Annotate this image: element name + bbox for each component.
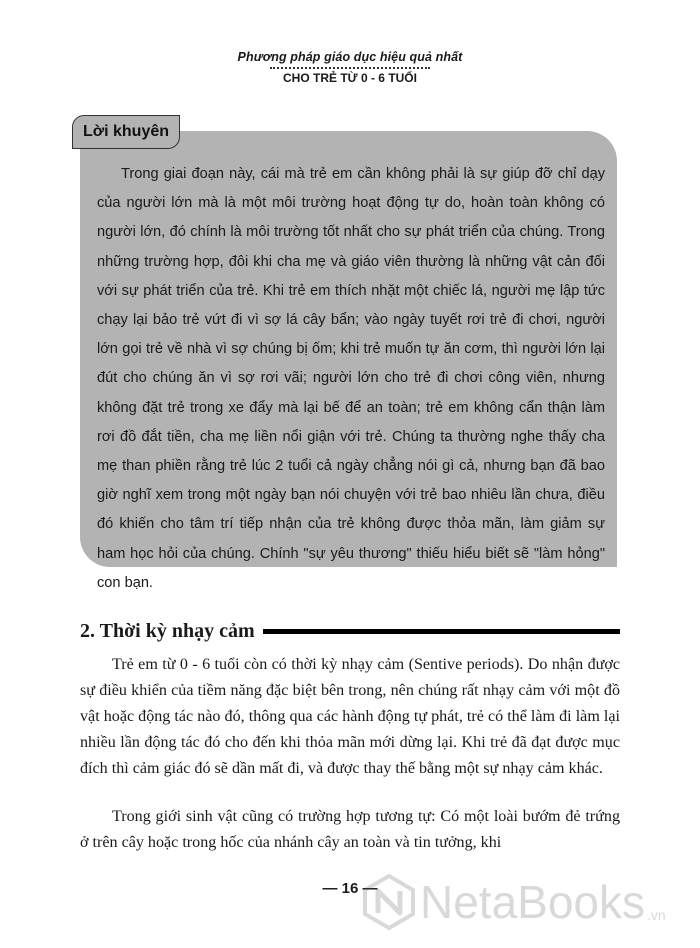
section-title: 2. Thời kỳ nhạy cảm xyxy=(80,620,255,642)
watermark-suffix: .vn xyxy=(647,907,666,923)
section-heading xyxy=(80,620,620,643)
book-subtitle: CHO TRẺ TỪ 0 - 6 TUỔI xyxy=(283,71,417,85)
heading-rule xyxy=(263,629,620,634)
neta-logo-icon xyxy=(360,873,418,931)
body-paragraph-1: Trẻ em từ 0 - 6 tuổi còn có thời kỳ nhạy cảm (Sentive periods). Do nhận được sự điều khiển của tiềm năng đặc biệt bên trong, nên chúng rất nhạy cảm với một đồ vật hoặc động tác nào đó, thông qua các hành động tự phát, trẻ có thể làm đi làm lại nhiều lần động tác đó cho đến khi thỏa mãn mới dừng lại. Khi trẻ đã đạt được mục đích thì cảm giác đó sẽ dần mất đi, và được thay thế bằng một sự nhạy cảm khác. xyxy=(80,656,620,777)
dotted-divider xyxy=(270,67,430,69)
running-head xyxy=(0,50,700,85)
watermark xyxy=(360,867,700,937)
watermark-brand: NetaBooks xyxy=(420,876,646,928)
advice-label: Lời khuyên xyxy=(72,115,180,149)
advice-text: Trong giai đoạn này, cái mà trẻ em cần không phải là sự giúp đỡ chỉ dạy của người lớn mà là một môi trường hoạt động tự do, hoàn toàn không có người lớn, đó chính là môi trường tốt nhất cho sự phát triển của chúng. Trong những trường hợp, đôi khi cha mẹ và giáo viên thường là những vật cản đối với sự phát triển của trẻ. Khi trẻ em thích nhặt một chiếc lá, người mẹ lập tức chạy lại bảo trẻ vứt đi vì sợ lá cây bẩn; vào ngày tuyết rơi trẻ đi chơi, người lớn gọi trẻ về nhà vì sợ chúng bị ốm; khi trẻ muốn tự ăn cơm, thì người lớn lại đút cho chúng ăn vì sợ rơi vãi; người lớn cho trẻ đi chơi công viên, nhưng không đặt trẻ trong xe đẩy mà lại bế để an toàn; trẻ em không cẩn thận làm rơi đồ đắt tiền, cha mẹ liền nổi giận với trẻ. Chúng ta thường nghe thấy cha mẹ than phiền rằng trẻ lúc 2 tuổi cả ngày chẳng nói gì cả, nhưng bạn đã bao giờ nghĩ xem trong một ngày bạn nói chuyện với trẻ bao nhiêu lần chưa, điều đó khiến cho tâm trí tiếp nhận của trẻ không được thỏa mãn, làm giảm sự ham học hỏi của chúng. Chính "sự yêu thương" thiếu hiểu biết sẽ "làm hỏng" con bạn. xyxy=(97,166,605,591)
page-number: — 16 — xyxy=(322,880,378,897)
body-paragraph-2: Trong giới sinh vật cũng có trường hợp tương tự: Có một loài bướm đẻ trứng ở trên cây hoặc trong hốc của nhánh cây an toàn và tin tưởng, khi xyxy=(80,808,620,851)
book-title: Phương pháp giáo dục hiệu quả nhất xyxy=(237,50,463,64)
